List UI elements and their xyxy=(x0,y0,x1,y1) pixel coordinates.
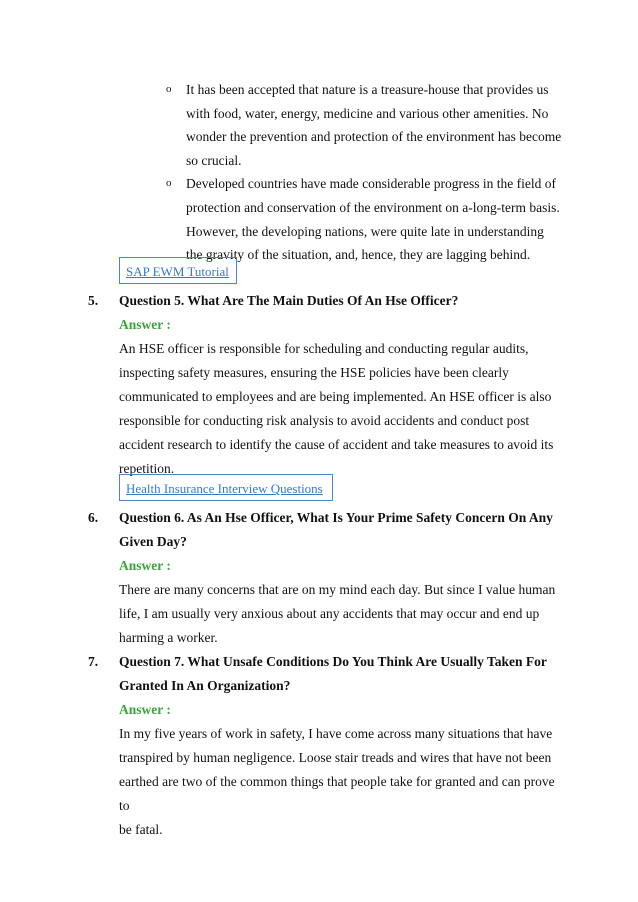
answer-line: In my five years of work in safety, I have come across many situations that have xyxy=(119,726,553,741)
bullet-line: so crucial. xyxy=(186,152,242,168)
answer-line: An HSE officer is responsible for scheduling and conducting regular audits, xyxy=(119,341,529,356)
question-6 xyxy=(88,506,568,650)
answer-line: inspecting safety measures, ensuring the HSE policies have been clearly xyxy=(119,365,509,380)
health-insurance-questions-link[interactable]: Health Insurance Interview Questions xyxy=(119,474,333,501)
answer-label: Answer : xyxy=(119,702,171,717)
answer-line: There are many concerns that are on my mind each day. But since I value human xyxy=(119,582,556,597)
question-title: Granted In An Organization? xyxy=(119,678,291,693)
question-title: Question 5. What Are The Main Duties Of An Hse Officer? xyxy=(119,293,459,308)
bullet-line: wonder the prevention and protection of the environment has become xyxy=(186,129,562,145)
answer-line: harming a worker. xyxy=(119,630,218,645)
answer-line: earthed are two of the common things that people take for granted and can prove to xyxy=(119,774,555,813)
sap-ewm-tutorial-link[interactable]: SAP EWM Tutorial xyxy=(119,257,237,284)
question-5 xyxy=(88,289,568,481)
question-number: 7. xyxy=(88,654,99,669)
question-title: Question 6. As An Hse Officer, What Is Your Prime Safety Concern On Any xyxy=(119,510,553,525)
question-title: Question 7. What Unsafe Conditions Do You Think Are Usually Taken For xyxy=(119,654,547,669)
bullet-list xyxy=(166,78,586,267)
bullet-marker: o xyxy=(166,83,172,95)
bullet-line: It has been accepted that nature is a treasure-house that provides us xyxy=(186,82,549,97)
bullet-line: Developed countries have made considerable progress in the field of xyxy=(186,176,556,192)
answer-line: accident research to identify the cause of accident and take measures to avoid its xyxy=(119,437,554,452)
bullet-item xyxy=(166,172,586,266)
answer-line: repetition. xyxy=(119,461,175,476)
answer-label: Answer : xyxy=(119,558,171,573)
bullet-item xyxy=(166,78,586,172)
answer-line: life, I am usually very anxious about any accidents that may occur and end up xyxy=(119,606,540,621)
bullet-line: However, the developing nations, were quite late in understanding xyxy=(186,223,544,239)
question-7 xyxy=(88,650,568,842)
question-number: 5. xyxy=(88,293,99,308)
question-number: 6. xyxy=(88,510,99,525)
bullet-line: protection and conservation of the environment on a-long-term basis. xyxy=(186,199,560,215)
answer-line: communicated to employees and are being implemented. An HSE officer is also xyxy=(119,389,552,404)
bullet-marker: o xyxy=(166,177,172,190)
answer-line: responsible for conducting risk analysis to avoid accidents and conduct post xyxy=(119,413,530,428)
question-title: Given Day? xyxy=(119,534,187,549)
bullet-line: with food, water, energy, medicine and various other amenities. No xyxy=(186,105,549,121)
bullet-line: the gravity of the situation, and, hence, they are lagging behind. xyxy=(186,247,531,263)
answer-label: Answer : xyxy=(119,317,171,332)
answer-line: transpired by human negligence. Loose stair treads and wires that have not been xyxy=(119,750,552,765)
answer-line: be fatal. xyxy=(119,822,163,837)
